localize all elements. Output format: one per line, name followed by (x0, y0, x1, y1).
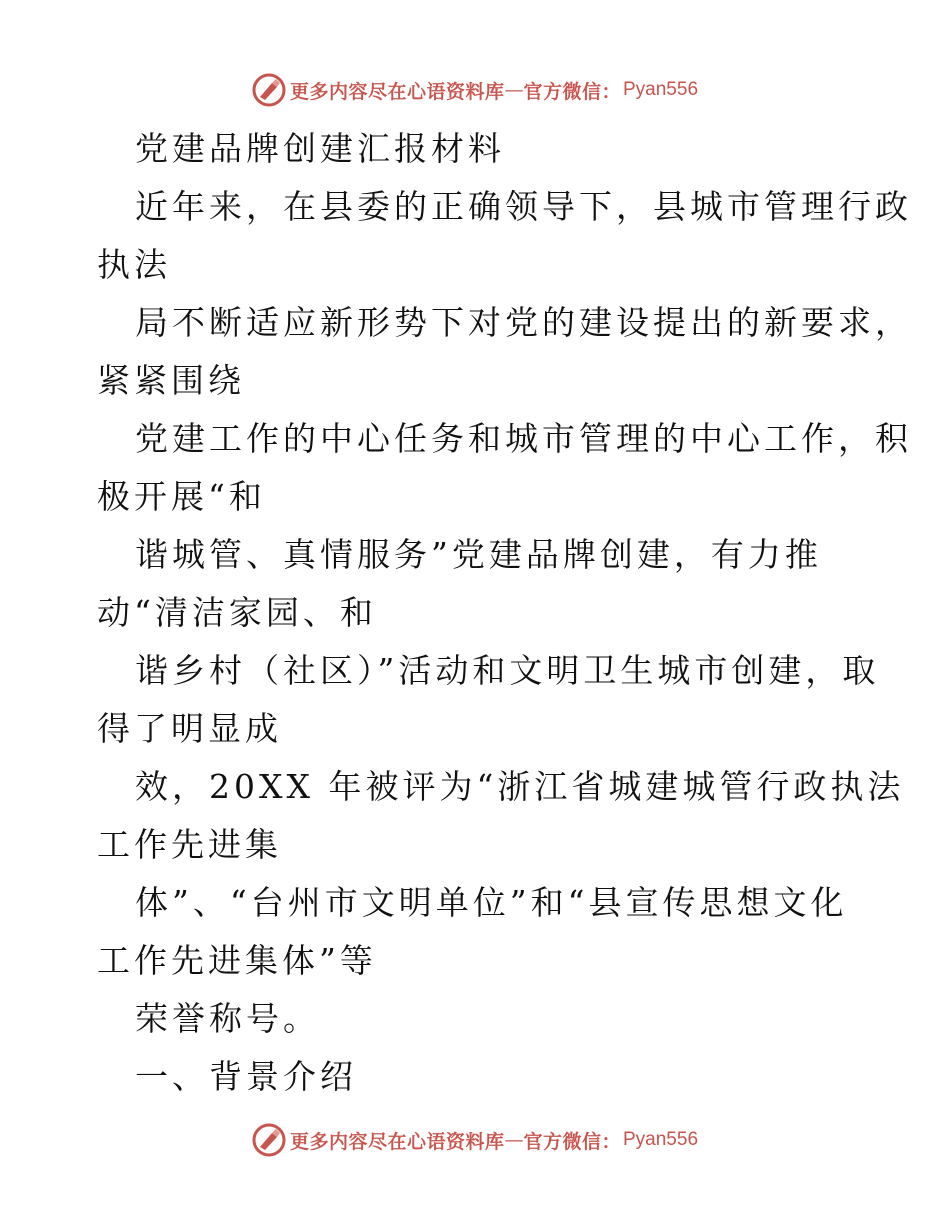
doc-line: 谐城管、真情服务”党建品牌创建，有力推 (135, 535, 822, 574)
pen-logo-icon (252, 73, 286, 107)
doc-line: 工作先进集 (97, 825, 282, 864)
pen-logo-icon (252, 1123, 286, 1157)
watermark-text: 更多内容尽在心语资料库 (289, 80, 505, 103)
watermark-id: Pyan556 (623, 1129, 699, 1150)
watermark-header (0, 70, 950, 110)
doc-line: 党建工作的中心任务和城市管理的中心工作，积 (135, 419, 912, 458)
doc-line: 效，20XX 年被评为“浙江省城建城管行政执法 (135, 767, 905, 806)
watermark-text: 更多内容尽在心语资料库 (289, 1130, 505, 1153)
doc-line: 荣誉称号。 (135, 999, 320, 1038)
watermark-dash: — (504, 79, 524, 101)
doc-line: 得了明显成 (97, 709, 282, 748)
watermark-id: Pyan556 (623, 79, 699, 100)
doc-line: 工作先进集体”等 (97, 941, 377, 980)
doc-line: 谐乡村（社区）”活动和文明卫生城市创建，取 (135, 651, 880, 690)
watermark-dash: — (504, 1129, 524, 1151)
doc-line: 动“清洁家园、和 (97, 593, 377, 632)
doc-line: 紧紧围绕 (97, 361, 245, 400)
section-heading: 一、背景介绍 (135, 1057, 357, 1096)
doc-line: 近年来，在县委的正确领导下，县城市管理行政 (135, 187, 912, 226)
watermark-footer (0, 1120, 950, 1160)
doc-line: 执法 (97, 245, 171, 284)
doc-line: 体”、“台州市文明单位”和“县宣传思想文化 (135, 883, 848, 922)
watermark-suffix: 官方微信： (523, 80, 621, 103)
doc-line: 局不断适应新形势下对党的建设提出的新要求， (135, 303, 912, 342)
doc-line: 极开展“和 (97, 477, 266, 516)
doc-title: 党建品牌创建汇报材料 (135, 129, 505, 168)
watermark-suffix: 官方微信： (523, 1130, 621, 1153)
